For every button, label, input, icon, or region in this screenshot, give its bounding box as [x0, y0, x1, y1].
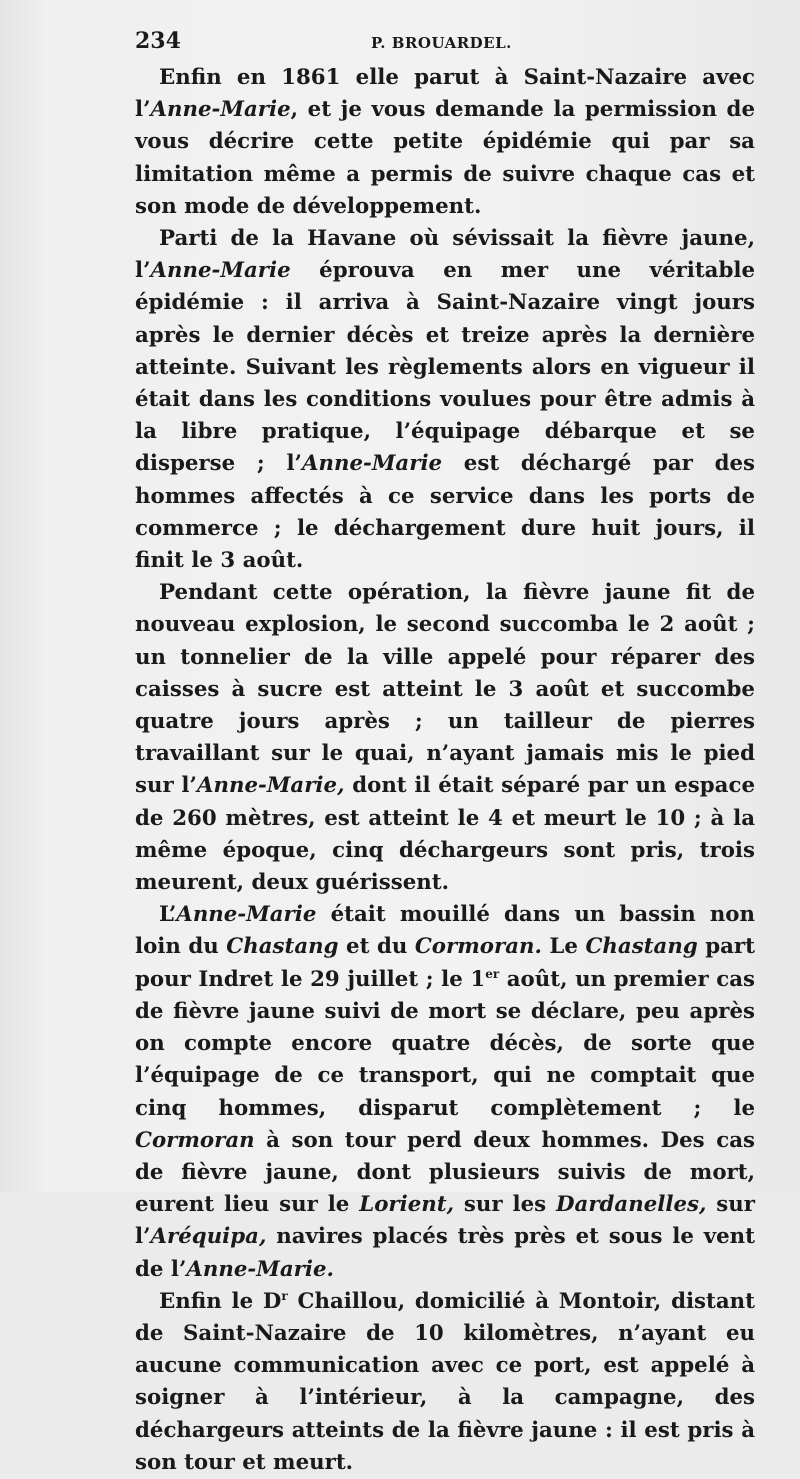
- paragraph-5: [135, 1286, 755, 1479]
- text-run: sur les: [454, 1192, 557, 1218]
- superscript: r: [281, 1288, 288, 1303]
- paragraph-4: [135, 899, 755, 1285]
- ship-name: Cormoran.: [414, 934, 542, 960]
- text-run: était mouillé dans un bassin non loin du: [135, 902, 755, 960]
- text-run: navires placés très près et sous le vent de l’: [135, 1224, 755, 1282]
- text-run: et du: [338, 934, 415, 960]
- text-run: à son tour perd deux hommes. Des cas de fièvre jaune, dont plusieurs suivis de mort, eurent lieu sur le: [135, 1127, 755, 1218]
- body-text: [135, 62, 755, 1479]
- running-head: P. BROUARDEL.: [371, 34, 512, 52]
- text-run: est déchargé par des hommes affectés à ce service dans les ports de commerce ; le déchargement dure huit jours, il finit le 3 août.: [135, 451, 755, 574]
- superscript: er: [485, 966, 500, 981]
- text-run: part pour Indret le 29 juillet ; le 1: [135, 934, 755, 992]
- ship-name: Lorient,: [359, 1192, 455, 1218]
- ship-name: Anne-Marie: [176, 902, 317, 928]
- paragraph-2: [135, 223, 755, 577]
- page-header: [135, 28, 755, 58]
- ship-name: Aréquipa,: [150, 1224, 267, 1250]
- paragraph-3: [135, 577, 755, 899]
- ship-name: Cormoran: [135, 1127, 255, 1153]
- paragraph-1: [135, 62, 755, 223]
- text-run: , et je vous demande la permission de vous décrire cette petite épidémie qui par sa limitation même a permis de suivre chaque cas et son mode de développement.: [135, 97, 755, 219]
- text-run: Enfin en 1861 elle parut à Saint-Nazaire avec l’: [135, 65, 755, 123]
- text-run: sur l’: [135, 1192, 755, 1250]
- ship-name: Dardanelles,: [556, 1192, 707, 1218]
- text-run: Chaillou, domicilié à Montoir, distant de Saint-Nazaire de 10 kilomètres, n’ayant eu aucune communication avec ce port, est appelé à soigner à l’intérieur, à la campagne, des déchargeurs atteints de la fièvre jaune : il est pris à son tour et meurt.: [135, 1288, 756, 1475]
- text-run: Enfin le D: [159, 1288, 282, 1314]
- ship-name: Chastang: [226, 934, 339, 960]
- ship-name: Anne-Marie: [150, 97, 291, 123]
- text-run: Parti de la Havane où sévissait la fièvre jaune, l’: [135, 226, 755, 284]
- ship-name: Anne-Marie: [150, 258, 291, 284]
- text-run: Le: [541, 934, 586, 960]
- text-run: Pendant cette opération, la fièvre jaune fit de nouveau explosion, le second succomba le 2 août ; un tonnelier de la ville appelé pour réparer des caisses à sucre est atteint le 3 août et succombe quatre jours après ; un tailleur de pierres travaillant sur le quai, n’ayant jamais mis le pied sur l’: [135, 580, 755, 799]
- ship-name: Anne-Marie: [301, 451, 443, 477]
- text-run: L’: [159, 902, 177, 928]
- text-run: éprouva en mer une véritable épidémie : il arriva à Saint-Nazaire vingt jours après le dernier décès et treize après la dernière atteinte. Suivant les règlements alors en vigueur il était dans les conditions voulues pour être admis à la libre pratique, l’équipage débarque et se disperse ; l’: [135, 258, 755, 477]
- ship-name: Anne-Marie.: [186, 1256, 334, 1282]
- page-number: 234: [135, 28, 181, 54]
- ship-name: Anne-Marie,: [196, 773, 345, 799]
- text-run: dont il était séparé par un espace de 260 mètres, est atteint le 4 et meurt le 10 ; à la même époque, cinq déchargeurs sont pris, trois meurent, deux guérissent.: [135, 773, 755, 896]
- text-run: août, un premier cas de fièvre jaune suivi de mort se déclare, peu après on compte encore quatre décès, de sorte que l’équipage de ce transport, qui ne comptait que cinq hommes, disparut complètement ; le: [135, 966, 756, 1121]
- ship-name: Chastang: [585, 934, 698, 960]
